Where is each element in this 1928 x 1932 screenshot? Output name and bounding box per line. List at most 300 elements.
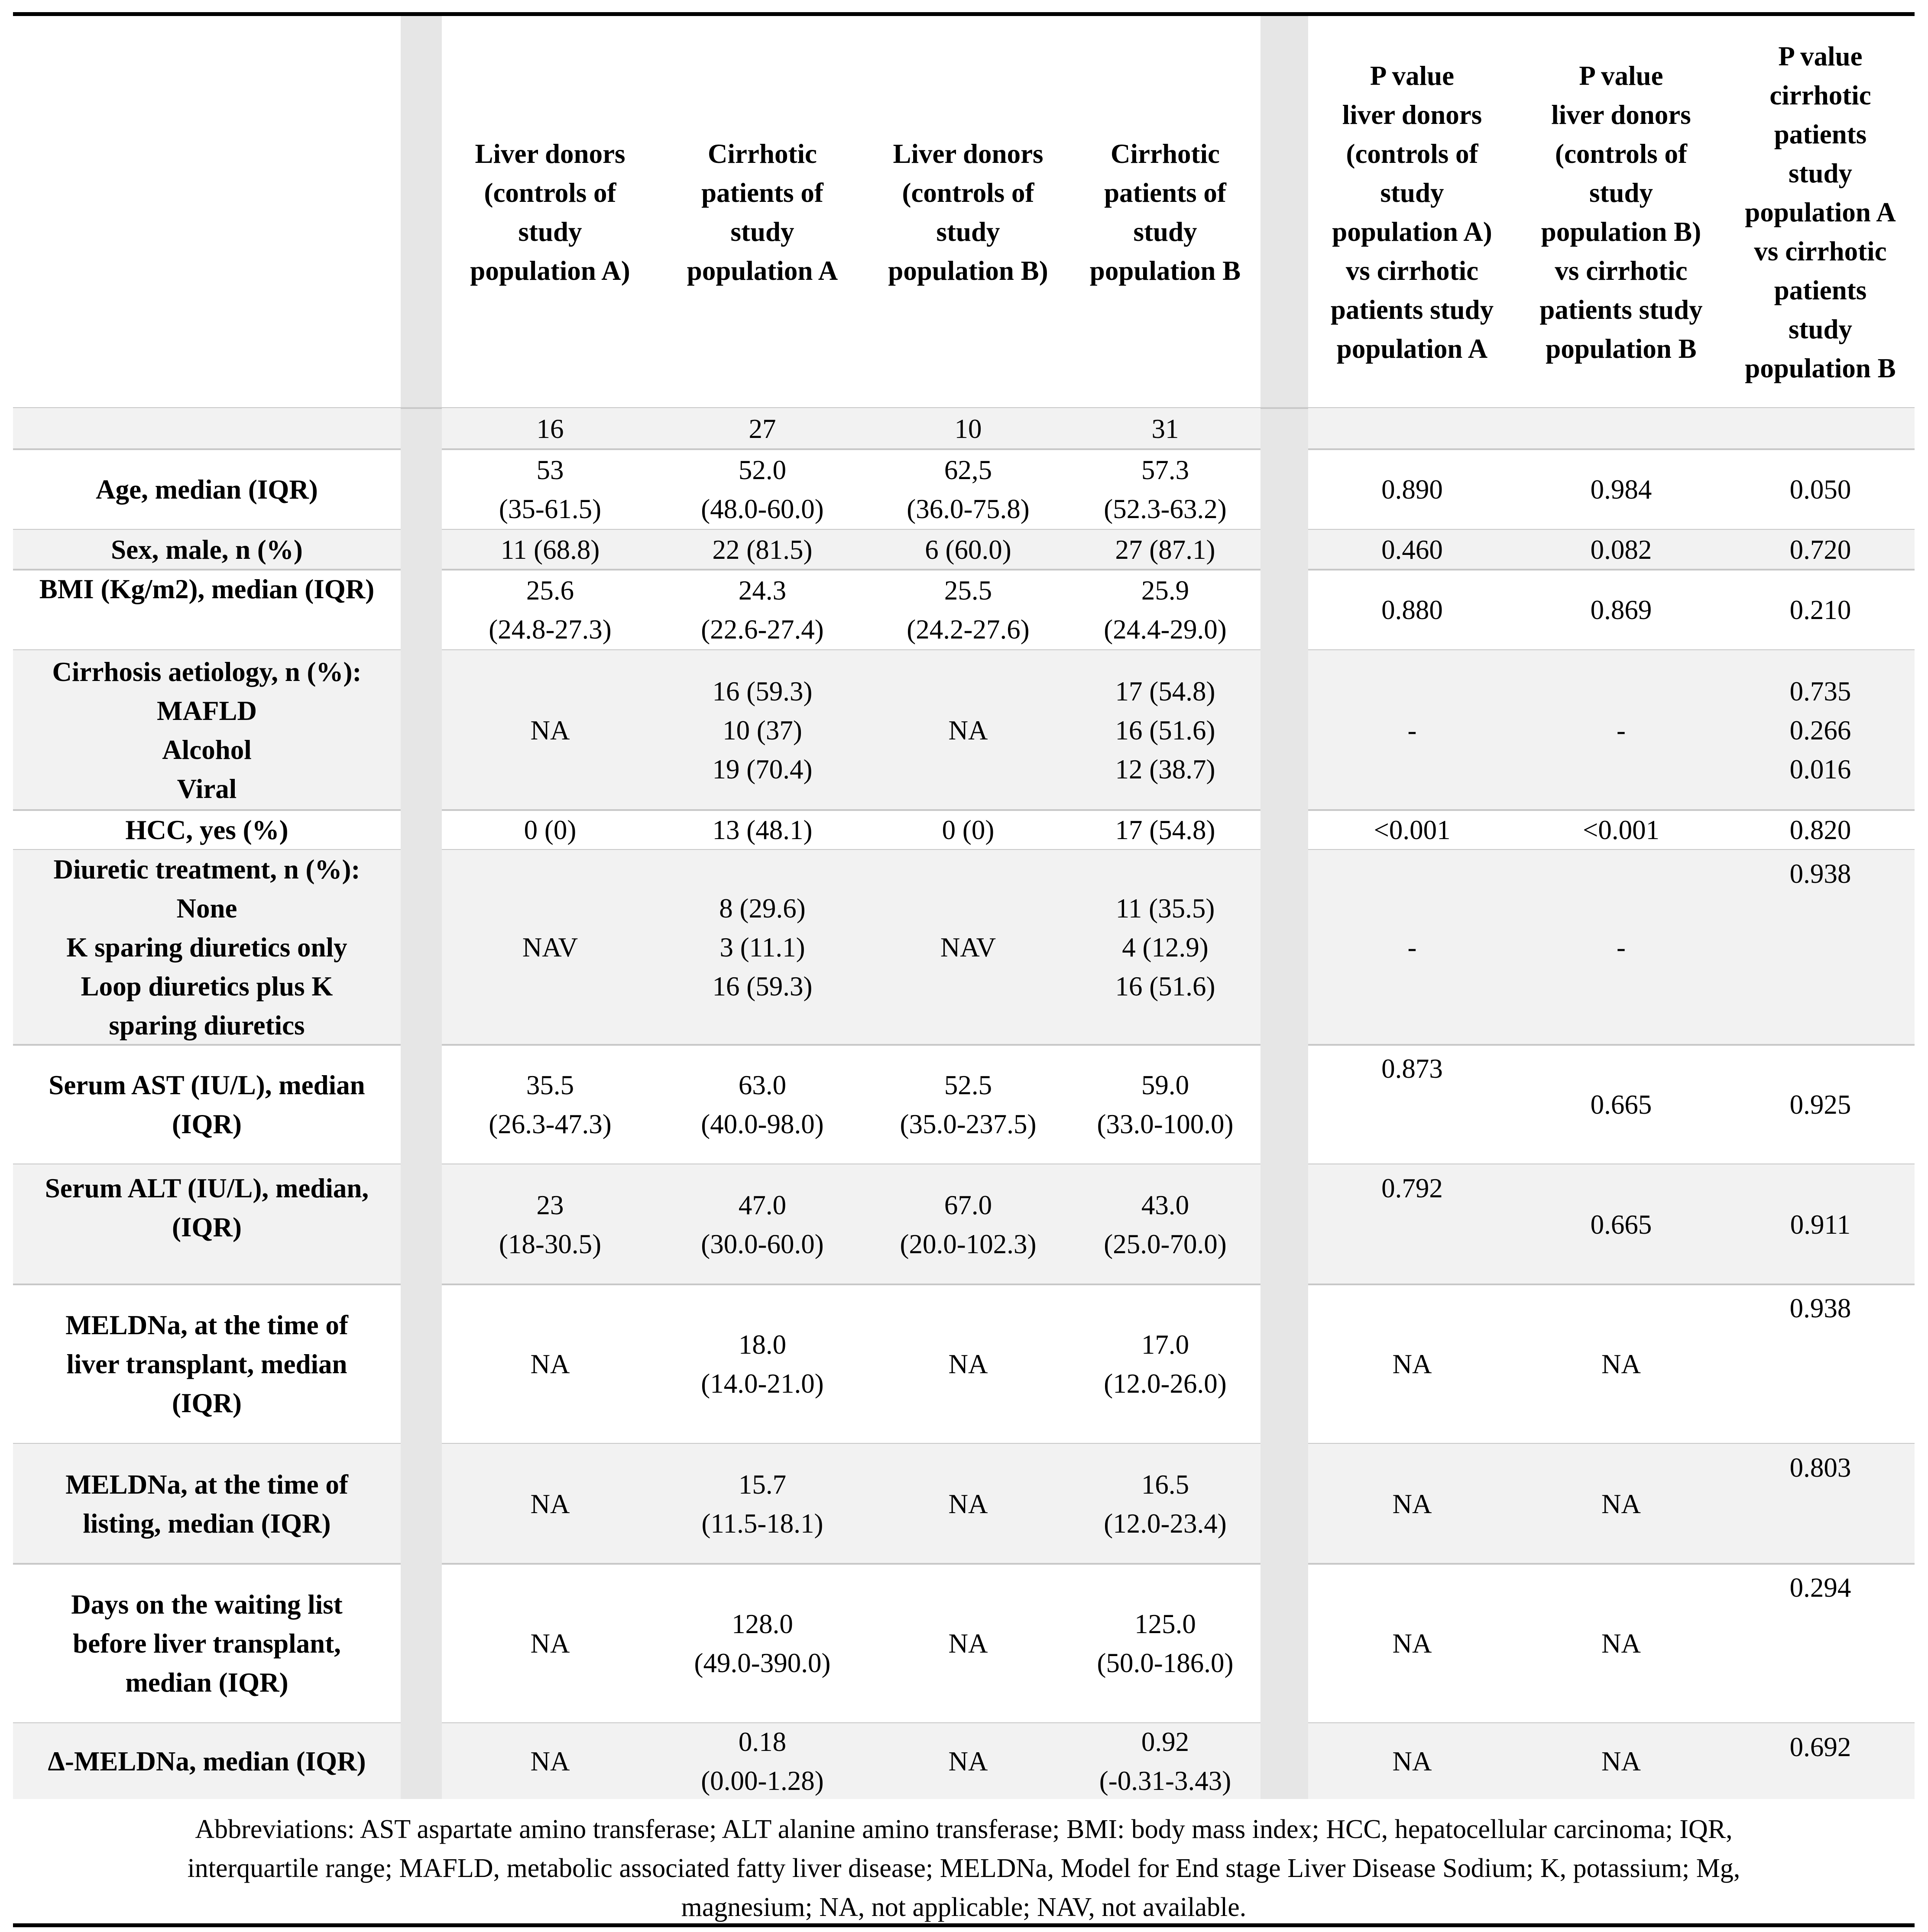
cell-line: (24.2-27.6) — [907, 614, 1030, 645]
table-cell-donors-a — [442, 570, 658, 650]
cell-line: 3 (11.1) — [719, 932, 805, 963]
table-cell-p-donors-b-vs-cirrhotic-b — [1516, 530, 1726, 570]
column-gap — [401, 16, 442, 1799]
table-cell-donors-b — [866, 570, 1070, 650]
cell-line: 17.0 — [1141, 1329, 1189, 1360]
table-cell-donors-a — [442, 1444, 658, 1564]
table-cell-donors-a — [442, 1723, 658, 1799]
table-cell-cirrhotic-a — [658, 1045, 866, 1164]
header-p-cirrhotic-a-vs-b — [1726, 16, 1915, 408]
cell-line: 0.880 — [1381, 595, 1443, 625]
cell-line: NA — [948, 1628, 988, 1659]
cell-line: 16.5 — [1141, 1469, 1189, 1500]
footnote-line: magnesium; NA, not applicable; NAV, not available. — [681, 1893, 1247, 1922]
cell-line: 0 (0) — [524, 815, 577, 845]
cell-line: 6 (60.0) — [925, 535, 1011, 565]
cell-line: 16 (51.6) — [1115, 971, 1215, 1002]
cell-line: listing, median (IQR) — [83, 1508, 331, 1539]
cell-line: 0.890 — [1381, 474, 1443, 505]
header-line: (controls of — [1346, 138, 1478, 169]
cell-line: (50.0-186.0) — [1097, 1648, 1234, 1678]
table-cell-cirrhotic-b — [1070, 1723, 1260, 1799]
cell-line: 0 (0) — [942, 815, 995, 845]
table-cell-row-label — [13, 1045, 401, 1164]
table-cell-donors-a — [442, 408, 658, 449]
cell-line: 0.050 — [1789, 474, 1851, 505]
table-cell-donors-a — [442, 1045, 658, 1164]
header-line: study — [518, 216, 582, 247]
table-cell-cirrhotic-b — [1070, 1284, 1260, 1444]
table-cell-p-cirrhotic-a-vs-b — [1726, 1723, 1915, 1799]
table-cell-row-label — [13, 1444, 401, 1564]
cell-line: K sparing diuretics only — [66, 932, 347, 963]
cell-line: 0.925 — [1789, 1089, 1851, 1120]
cell-line: (18-30.5) — [499, 1229, 602, 1259]
cell-line: 0.869 — [1590, 595, 1652, 625]
cell-line: 0.460 — [1381, 535, 1443, 565]
table-cell-p-donors-a-vs-cirrhotic-a — [1308, 408, 1516, 449]
cell-line: Viral — [177, 773, 237, 804]
cell-line: (49.0-390.0) — [694, 1648, 831, 1678]
cell-line: 47.0 — [738, 1190, 787, 1220]
cell-line: 17 (54.8) — [1115, 815, 1215, 845]
table-cell-p-donors-a-vs-cirrhotic-a — [1308, 1045, 1516, 1164]
table-cell-p-donors-a-vs-cirrhotic-a — [1308, 1723, 1516, 1799]
header-line: study — [1788, 158, 1853, 188]
header-line: liver donors — [1551, 99, 1691, 130]
table-cell-p-donors-a-vs-cirrhotic-a — [1308, 1164, 1516, 1284]
cell-line: 24.3 — [738, 575, 787, 606]
table-cell-row-label — [13, 1284, 401, 1444]
table-cell-row-label — [13, 650, 401, 810]
cell-line: 0.735 — [1789, 676, 1851, 707]
cell-line: 62,5 — [944, 455, 992, 485]
header-line: patients study — [1330, 294, 1494, 325]
table-cell-row-label — [13, 1164, 401, 1284]
cell-line: 63.0 — [738, 1070, 787, 1100]
header-line: population B) — [1541, 216, 1701, 247]
cell-line: 0.720 — [1789, 535, 1851, 565]
header-line: vs cirrhotic — [1345, 255, 1479, 286]
table-cell-cirrhotic-a — [658, 650, 866, 810]
header-line: population B — [1745, 353, 1896, 383]
cell-line: (26.3-47.3) — [489, 1109, 612, 1139]
cell-line: MELDNa, at the time of — [65, 1469, 348, 1500]
header-line: liver donors — [1342, 99, 1482, 130]
cell-line: 0.803 — [1789, 1452, 1851, 1483]
cell-line: 52.0 — [738, 455, 787, 485]
cell-line: 0.938 — [1789, 859, 1851, 889]
cell-line: 0.016 — [1789, 754, 1851, 784]
table-cell-row-label — [13, 408, 401, 449]
cell-line: Days on the waiting list — [71, 1589, 343, 1620]
cell-line: 0.665 — [1590, 1089, 1652, 1120]
cell-line: Cirrhosis aetiology, n (%): — [52, 656, 362, 687]
header-line: population A — [687, 255, 838, 286]
cell-line: 11 (35.5) — [1115, 893, 1215, 924]
table-cell-donors-a — [442, 1564, 658, 1723]
cell-line: 25.9 — [1141, 575, 1189, 606]
table-cell-donors-b — [866, 810, 1070, 850]
header-line: cirrhotic — [1769, 80, 1871, 110]
cell-line: NAV — [940, 932, 996, 963]
cell-line: MAFLD — [157, 695, 257, 726]
table-cell-p-donors-b-vs-cirrhotic-b — [1516, 1444, 1726, 1564]
cell-line: 0.294 — [1789, 1572, 1851, 1603]
header-line: (controls of — [1555, 138, 1688, 169]
cell-line: (14.0-21.0) — [701, 1368, 824, 1399]
table-cell-p-cirrhotic-a-vs-b — [1726, 810, 1915, 850]
table-cell-donors-b — [866, 449, 1070, 530]
table-cell-donors-a — [442, 1284, 658, 1444]
cell-line: 8 (29.6) — [719, 893, 806, 924]
header-line: P value — [1370, 60, 1455, 91]
header-line: population B — [1089, 255, 1241, 286]
cell-line: 0.820 — [1789, 815, 1851, 845]
bottom-rule — [13, 1923, 1915, 1927]
table-cell-cirrhotic-b — [1070, 1164, 1260, 1284]
header-line: P value — [1579, 60, 1663, 91]
cell-line: (33.0-100.0) — [1097, 1109, 1234, 1139]
cell-line: - — [1617, 715, 1626, 746]
table-cell-cirrhotic-a — [658, 810, 866, 850]
table-cell-p-donors-a-vs-cirrhotic-a — [1308, 449, 1516, 530]
table-cell-p-donors-b-vs-cirrhotic-b — [1516, 570, 1726, 650]
cell-line: 4 (12.9) — [1122, 932, 1209, 963]
table-cell-donors-b — [866, 850, 1070, 1045]
table-cell-p-cirrhotic-a-vs-b — [1726, 449, 1915, 530]
cell-line: NAV — [522, 932, 578, 963]
table-cell-cirrhotic-a — [658, 1284, 866, 1444]
cell-line: (25.0-70.0) — [1104, 1229, 1227, 1259]
header-line: Cirrhotic — [708, 138, 817, 169]
cell-line: 23 — [536, 1190, 564, 1220]
cell-line: 25.5 — [944, 575, 992, 606]
table-cell-row-label — [13, 810, 401, 850]
table-cell-cirrhotic-b — [1070, 449, 1260, 530]
cell-line: median (IQR) — [125, 1667, 288, 1698]
cell-line: 128.0 — [732, 1609, 793, 1639]
table-cell-cirrhotic-b — [1070, 408, 1260, 449]
table-cell-donors-b — [866, 1284, 1070, 1444]
cell-line: (-0.31-3.43) — [1099, 1765, 1231, 1796]
cell-line: 52.5 — [944, 1070, 992, 1100]
cell-line: Serum AST (IU/L), median — [49, 1070, 365, 1100]
header-line: Cirrhotic — [1111, 138, 1220, 169]
header-line: population B) — [888, 255, 1048, 286]
cell-line: (35-61.5) — [499, 494, 602, 524]
cell-line: before liver transplant, — [73, 1628, 341, 1659]
table-cell-p-donors-a-vs-cirrhotic-a — [1308, 1284, 1516, 1444]
table-cell-cirrhotic-b — [1070, 850, 1260, 1045]
table-cell-p-donors-b-vs-cirrhotic-b — [1516, 408, 1726, 449]
table-cell-cirrhotic-a — [658, 1723, 866, 1799]
cell-line: 59.0 — [1141, 1070, 1189, 1100]
footnote-line: interquartile range; MAFLD, metabolic associated fatty liver disease; MELDNa, Model for End stage Liver Disease Sodium; K, potassium; Mg, — [187, 1854, 1740, 1883]
header-line: study — [730, 216, 794, 247]
cell-line: 15.7 — [738, 1469, 787, 1500]
header-cirrhotic-a — [658, 16, 866, 408]
table-cell-p-donors-b-vs-cirrhotic-b — [1516, 1723, 1726, 1799]
cell-line: (20.0-102.3) — [900, 1229, 1037, 1259]
cell-line: HCC, yes (%) — [125, 815, 288, 845]
cell-line: 25.6 — [526, 575, 574, 606]
table-cell-p-donors-a-vs-cirrhotic-a — [1308, 650, 1516, 810]
table-cell-p-cirrhotic-a-vs-b — [1726, 1284, 1915, 1444]
footnote-line: Abbreviations: AST aspartate amino transferase; ALT alanine amino transferase; BMI: body mass index; HCC, hepatocellular carcinoma; IQR, — [195, 1815, 1733, 1844]
header-line: study — [1380, 177, 1444, 208]
column-gap — [1260, 16, 1308, 1799]
table-cell-p-donors-b-vs-cirrhotic-b — [1516, 1284, 1726, 1444]
cell-line: - — [1617, 932, 1626, 963]
table-cell-donors-b — [866, 408, 1070, 449]
header-line: vs cirrhotic — [1555, 255, 1688, 286]
table-cell-donors-a — [442, 1164, 658, 1284]
table-cell-cirrhotic-b — [1070, 530, 1260, 570]
table-cell-p-donors-a-vs-cirrhotic-a — [1308, 1564, 1516, 1723]
cell-line: <0.001 — [1374, 815, 1451, 845]
header-line: population A) — [470, 255, 630, 286]
table-cell-p-cirrhotic-a-vs-b — [1726, 408, 1915, 449]
cell-line: NA — [948, 1349, 988, 1379]
header-line: Liver donors — [475, 138, 625, 169]
cell-line: 31 — [1151, 413, 1179, 444]
table-cell-p-cirrhotic-a-vs-b — [1726, 570, 1915, 650]
cell-line: - — [1407, 715, 1417, 746]
header-line: population A — [1745, 197, 1896, 227]
cell-line: 17 (54.8) — [1115, 676, 1215, 707]
header-line: patients of — [701, 177, 823, 208]
header-row-label — [13, 16, 401, 408]
table-cell-p-cirrhotic-a-vs-b — [1726, 1045, 1915, 1164]
table-cell-p-donors-a-vs-cirrhotic-a — [1308, 810, 1516, 850]
cell-line: 35.5 — [526, 1070, 574, 1100]
cell-line: NA — [530, 1628, 570, 1659]
cell-line: 0.938 — [1789, 1293, 1851, 1323]
table-cell-cirrhotic-a — [658, 1564, 866, 1723]
table-cell-p-donors-b-vs-cirrhotic-b — [1516, 1564, 1726, 1723]
header-donors-b — [866, 16, 1070, 408]
header-line: P value — [1778, 41, 1863, 71]
header-donors-a — [442, 16, 658, 408]
cell-line: 53 — [536, 455, 564, 485]
table-cell-row-label — [13, 850, 401, 1045]
table-cell-cirrhotic-b — [1070, 1564, 1260, 1723]
table-cell-row-label — [13, 449, 401, 530]
table-cell-cirrhotic-b — [1070, 1444, 1260, 1564]
cell-line: 0.210 — [1789, 595, 1851, 625]
cell-line: MELDNa, at the time of — [65, 1310, 348, 1340]
cell-line: 22 (81.5) — [712, 535, 813, 565]
table-cell-cirrhotic-a — [658, 449, 866, 530]
cell-line: NA — [1392, 1349, 1432, 1379]
abbreviations-footnote — [17, 1810, 1910, 1927]
cell-line: 11 (68.8) — [500, 535, 600, 565]
cell-line: 0.082 — [1590, 535, 1652, 565]
cell-line: None — [176, 893, 237, 924]
header-line: vs cirrhotic — [1754, 236, 1887, 266]
header-line: study — [1133, 216, 1197, 247]
cell-line: - — [1407, 932, 1417, 963]
cell-line: (11.5-18.1) — [701, 1508, 823, 1539]
table-cell-p-cirrhotic-a-vs-b — [1726, 1444, 1915, 1564]
header-p-donors-a-vs-cirrhotic-a — [1308, 16, 1516, 408]
cell-line: Alcohol — [162, 734, 252, 765]
cell-line: NA — [1392, 1628, 1432, 1659]
cell-line: liver transplant, median — [66, 1349, 347, 1379]
table-cell-donors-b — [866, 650, 1070, 810]
cell-line: 0.92 — [1141, 1726, 1189, 1757]
cell-line: <0.001 — [1582, 815, 1660, 845]
table-cell-cirrhotic-a — [658, 1164, 866, 1284]
table-cell-donors-a — [442, 850, 658, 1045]
table-cell-p-donors-b-vs-cirrhotic-b — [1516, 1164, 1726, 1284]
cell-line: 27 — [749, 413, 776, 444]
cell-line: 57.3 — [1141, 455, 1189, 485]
table-cell-p-cirrhotic-a-vs-b — [1726, 850, 1915, 1045]
cell-line: Loop diuretics plus K — [81, 971, 333, 1002]
header-line: patients of — [1104, 177, 1226, 208]
header-line: patients study — [1539, 294, 1703, 325]
table-cell-p-donors-b-vs-cirrhotic-b — [1516, 850, 1726, 1045]
cell-line: (IQR) — [172, 1212, 242, 1242]
header-line: study — [1788, 314, 1853, 344]
table-cell-p-donors-b-vs-cirrhotic-b — [1516, 1045, 1726, 1164]
table-cell-cirrhotic-b — [1070, 650, 1260, 810]
cell-line: 27 (87.1) — [1115, 535, 1215, 565]
table-cell-donors-b — [866, 1444, 1070, 1564]
table-cell-cirrhotic-a — [658, 408, 866, 449]
cell-line: 16 (51.6) — [1115, 715, 1215, 746]
cell-line: NA — [530, 1746, 570, 1776]
table-cell-row-label — [13, 570, 401, 650]
header-line: study — [936, 216, 1000, 247]
table-cell-donors-b — [866, 530, 1070, 570]
cell-line: (IQR) — [172, 1388, 242, 1418]
table-cell-cirrhotic-a — [658, 530, 866, 570]
cell-line: 16 — [536, 413, 564, 444]
cell-line: 125.0 — [1134, 1609, 1196, 1639]
header-line: population A) — [1332, 216, 1492, 247]
table-cell-donors-b — [866, 1564, 1070, 1723]
header-line: Liver donors — [893, 138, 1043, 169]
header-line: study — [1589, 177, 1653, 208]
cell-line: Age, median (IQR) — [96, 474, 318, 505]
cell-line: (36.0-75.8) — [907, 494, 1030, 524]
cell-line: NA — [1601, 1746, 1641, 1776]
table-cell-row-label — [13, 530, 401, 570]
cell-line: sparing diuretics — [109, 1010, 305, 1041]
table-cell-row-label — [13, 1723, 401, 1799]
table-cell-p-donors-a-vs-cirrhotic-a — [1308, 850, 1516, 1045]
cell-line: 12 (38.7) — [1115, 754, 1215, 784]
cell-line: 0.665 — [1590, 1209, 1652, 1240]
table-cell-p-donors-a-vs-cirrhotic-a — [1308, 570, 1516, 650]
cell-line: 0.266 — [1789, 715, 1851, 746]
cell-line: 16 (59.3) — [712, 676, 813, 707]
cell-line: Sex, male, n (%) — [111, 535, 303, 565]
cell-line: NA — [1392, 1746, 1432, 1776]
cell-line: 16 (59.3) — [712, 971, 813, 1002]
cell-line: NA — [1392, 1488, 1432, 1519]
table-cell-cirrhotic-a — [658, 1444, 866, 1564]
cell-line: BMI (Kg/m2), median (IQR) — [39, 574, 375, 604]
cell-line: (30.0-60.0) — [701, 1229, 824, 1259]
cell-line: (52.3-63.2) — [1104, 494, 1227, 524]
cell-line: 19 (70.4) — [712, 754, 813, 784]
cell-line: 0.792 — [1381, 1173, 1443, 1203]
cell-line: (0.00-1.28) — [701, 1765, 824, 1796]
cell-line: 10 — [954, 413, 982, 444]
top-rule — [13, 12, 1915, 16]
table-cell-p-donors-b-vs-cirrhotic-b — [1516, 650, 1726, 810]
cell-line: (24.4-29.0) — [1104, 614, 1227, 645]
header-line: population A — [1336, 333, 1488, 364]
cell-line: (35.0-237.5) — [900, 1109, 1037, 1139]
cell-line: NA — [1601, 1488, 1641, 1519]
cell-line: (40.0-98.0) — [701, 1109, 824, 1139]
table-cell-p-cirrhotic-a-vs-b — [1726, 1164, 1915, 1284]
cell-line: NA — [530, 715, 570, 746]
cell-line: 0.984 — [1590, 474, 1652, 505]
cell-line: NA — [948, 1746, 988, 1776]
table-cell-p-cirrhotic-a-vs-b — [1726, 650, 1915, 810]
cell-line: Δ-MELDNa, median (IQR) — [48, 1746, 366, 1776]
table-cell-donors-b — [866, 1164, 1070, 1284]
cell-line: 67.0 — [944, 1190, 992, 1220]
cell-line: 18.0 — [738, 1329, 787, 1360]
cell-line: (24.8-27.3) — [489, 614, 612, 645]
cell-line: Serum ALT (IU/L), median, — [45, 1173, 369, 1203]
table-cell-donors-a — [442, 650, 658, 810]
cell-line: (22.6-27.4) — [701, 614, 824, 645]
cell-line: NA — [948, 1488, 988, 1519]
cell-line: 10 (37) — [723, 715, 802, 746]
cell-line: NA — [530, 1488, 570, 1519]
cell-line: NA — [948, 715, 988, 746]
table-cell-cirrhotic-a — [658, 570, 866, 650]
cell-line: NA — [530, 1349, 570, 1379]
cell-line: 0.873 — [1381, 1054, 1443, 1084]
table-cell-p-cirrhotic-a-vs-b — [1726, 530, 1915, 570]
table-cell-donors-b — [866, 1045, 1070, 1164]
table-cell-cirrhotic-b — [1070, 570, 1260, 650]
cell-line: (48.0-60.0) — [701, 494, 824, 524]
header-line: patients — [1774, 275, 1867, 305]
cell-line: 0.911 — [1790, 1209, 1851, 1240]
table-cell-cirrhotic-b — [1070, 1045, 1260, 1164]
cell-line: 0.18 — [738, 1726, 787, 1757]
table-cell-p-donors-b-vs-cirrhotic-b — [1516, 810, 1726, 850]
table-cell-p-donors-a-vs-cirrhotic-a — [1308, 530, 1516, 570]
table-cell-p-donors-a-vs-cirrhotic-a — [1308, 1444, 1516, 1564]
table-cell-donors-a — [442, 449, 658, 530]
cell-line: NA — [1601, 1349, 1641, 1379]
header-line: population B — [1546, 333, 1697, 364]
table-cell-cirrhotic-a — [658, 850, 866, 1045]
table-cell-p-cirrhotic-a-vs-b — [1726, 1564, 1915, 1723]
cell-line: 0.692 — [1789, 1732, 1851, 1762]
cell-line: NA — [1601, 1628, 1641, 1659]
cell-line: (12.0-26.0) — [1104, 1368, 1227, 1399]
cell-line: (12.0-23.4) — [1104, 1508, 1227, 1539]
header-line: (controls of — [902, 177, 1034, 208]
table-cell-row-label — [13, 1564, 401, 1723]
header-cirrhotic-b — [1070, 16, 1260, 408]
table-cell-p-donors-b-vs-cirrhotic-b — [1516, 449, 1726, 530]
header-p-donors-b-vs-cirrhotic-b — [1516, 16, 1726, 408]
header-line: (controls of — [484, 177, 616, 208]
